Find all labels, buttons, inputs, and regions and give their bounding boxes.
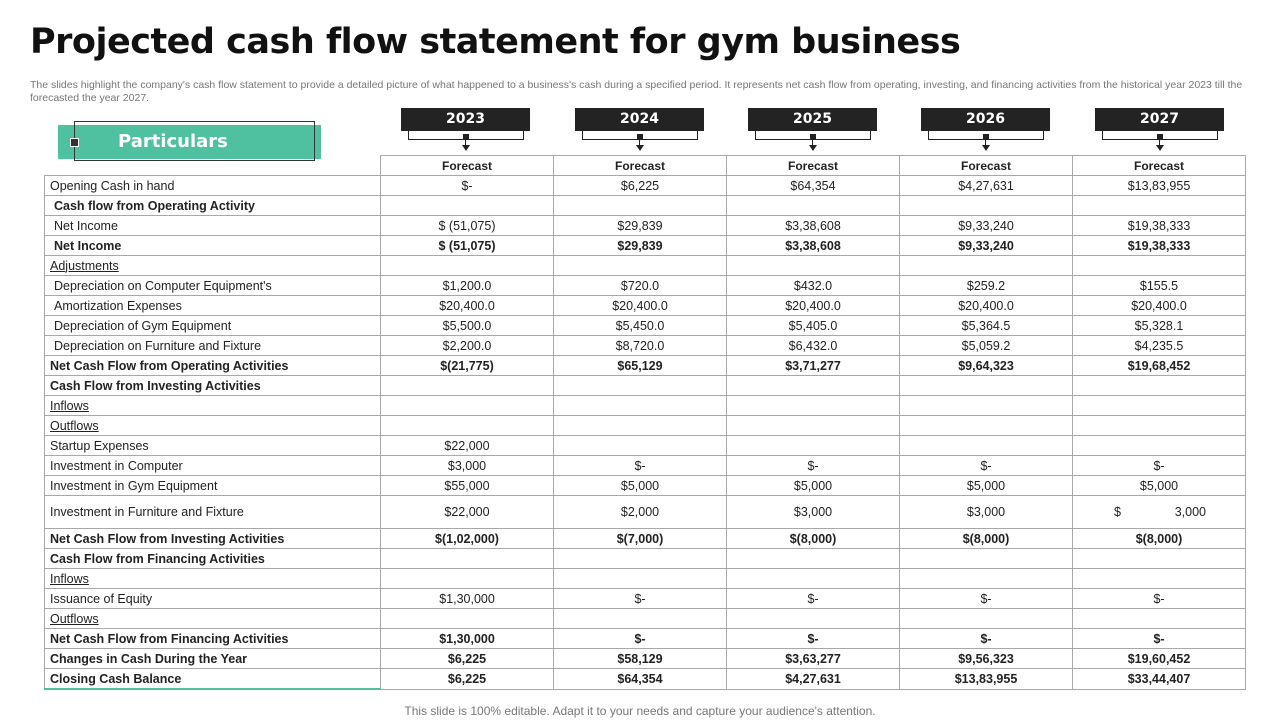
row-label: Investment in Computer xyxy=(45,456,381,476)
cell-2026: $9,33,240 xyxy=(900,216,1073,236)
row-depreciation-furniture xyxy=(45,336,1246,356)
cell-2027: $19,68,452 xyxy=(1073,356,1246,376)
cell-2026: $5,000 xyxy=(900,476,1073,496)
row-label: Changes in Cash During the Year xyxy=(45,649,381,669)
row-label: Startup Expenses xyxy=(45,436,381,456)
cell-2026: $5,364.5 xyxy=(900,316,1073,336)
forecast-header-row xyxy=(45,156,1246,176)
cell-2023 xyxy=(381,256,554,276)
cell-2027 xyxy=(1073,396,1246,416)
cell-2025 xyxy=(727,256,900,276)
cell-2027 xyxy=(1073,416,1246,436)
cell-2026: $20,400.0 xyxy=(900,296,1073,316)
cell-2026 xyxy=(900,609,1073,629)
row-net-investing xyxy=(45,529,1246,549)
row-startup-expenses xyxy=(45,436,1246,456)
cell-2025: $5,405.0 xyxy=(727,316,900,336)
cell-2025: $20,400.0 xyxy=(727,296,900,316)
slide-description: The slides highlight the company's cash flow statement to provide a detailed picture of what happened to a business's cash during a specified period. It represents net cash flow from operating, investing, and financing activities from the historical year 2023 till the forecasted the year 2027. xyxy=(30,79,1243,104)
cell-2024 xyxy=(554,376,727,396)
cell-2027 xyxy=(1073,436,1246,456)
row-label: Net Cash Flow from Financing Activities xyxy=(45,629,381,649)
cell-2024: $5,000 xyxy=(554,476,727,496)
cell-2025 xyxy=(727,376,900,396)
forecast-label: Forecast xyxy=(1073,156,1246,176)
row-issuance-equity xyxy=(45,589,1246,609)
row-label: Inflows xyxy=(45,396,381,416)
cell-2027 xyxy=(1073,376,1246,396)
cell-2024: $29,839 xyxy=(554,216,727,236)
cell-2025 xyxy=(727,416,900,436)
year-header-2027: 2027 xyxy=(1095,108,1224,131)
cell-2027 xyxy=(1073,256,1246,276)
cell-2024 xyxy=(554,256,727,276)
cell-2024: $5,450.0 xyxy=(554,316,727,336)
cell-2026: $(8,000) xyxy=(900,529,1073,549)
cell-2024: $29,839 xyxy=(554,236,727,256)
row-financing-heading xyxy=(45,549,1246,569)
cell-2023 xyxy=(381,609,554,629)
cell-2023 xyxy=(381,569,554,589)
year-connector-icon xyxy=(408,131,524,140)
row-closing-cash xyxy=(45,669,1246,690)
cell-2025: $3,38,608 xyxy=(727,216,900,236)
cell-2023 xyxy=(381,376,554,396)
cell-2026: $- xyxy=(900,629,1073,649)
cell-2026 xyxy=(900,549,1073,569)
cell-2026: $- xyxy=(900,456,1073,476)
cell-2025: $3,63,277 xyxy=(727,649,900,669)
forecast-label: Forecast xyxy=(900,156,1073,176)
cell-2027 xyxy=(1073,569,1246,589)
cell-2024 xyxy=(554,609,727,629)
cell-2023 xyxy=(381,549,554,569)
cell-2026 xyxy=(900,416,1073,436)
cell-2024: $20,400.0 xyxy=(554,296,727,316)
cell-2023: $1,200.0 xyxy=(381,276,554,296)
currency-symbol: $ xyxy=(1114,505,1121,519)
row-label: Opening Cash in hand xyxy=(45,176,381,196)
cell-2024: $- xyxy=(554,629,727,649)
cell-2023: $- xyxy=(381,176,554,196)
cell-2027: $(8,000) xyxy=(1073,529,1246,549)
cell-2024 xyxy=(554,549,727,569)
cell-2025: $- xyxy=(727,629,900,649)
row-label: Depreciation on Furniture and Fixture xyxy=(45,336,381,356)
cell-2025: $6,432.0 xyxy=(727,336,900,356)
cell-2025: $64,354 xyxy=(727,176,900,196)
year-header-2024: 2024 xyxy=(575,108,704,131)
cell-2027: $4,235.5 xyxy=(1073,336,1246,356)
cell-2023 xyxy=(381,396,554,416)
cell-2023: $3,000 xyxy=(381,456,554,476)
row-depreciation-computer xyxy=(45,276,1246,296)
row-label: Inflows xyxy=(45,569,381,589)
cell-2024 xyxy=(554,436,727,456)
cell-2023: $ (51,075) xyxy=(381,236,554,256)
cell-2026: $9,56,323 xyxy=(900,649,1073,669)
cell-amount: 3,000 xyxy=(1174,505,1206,519)
row-adjustments xyxy=(45,256,1246,276)
cell-2023: $22,000 xyxy=(381,436,554,456)
cell-2026: $- xyxy=(900,589,1073,609)
cell-2024: $65,129 xyxy=(554,356,727,376)
cell-2026 xyxy=(900,196,1073,216)
row-investment-computer xyxy=(45,456,1246,476)
cell-2024: $720.0 xyxy=(554,276,727,296)
row-net-financing xyxy=(45,629,1246,649)
cell-2025 xyxy=(727,609,900,629)
cell-2023: $6,225 xyxy=(381,669,554,690)
cell-2025: $4,27,631 xyxy=(727,669,900,690)
row-label: Depreciation of Gym Equipment xyxy=(45,316,381,336)
row-label: Cash Flow from Investing Activities xyxy=(45,376,381,396)
cell-2025: $432.0 xyxy=(727,276,900,296)
cell-2024 xyxy=(554,416,727,436)
cell-2023: $1,30,000 xyxy=(381,629,554,649)
row-amortization xyxy=(45,296,1246,316)
row-label: Net Income xyxy=(45,216,381,236)
cell-2026: $259.2 xyxy=(900,276,1073,296)
cell-2024 xyxy=(554,396,727,416)
row-label: Outflows xyxy=(45,609,381,629)
row-opening-cash xyxy=(45,176,1246,196)
row-label: Cash Flow from Financing Activities xyxy=(45,549,381,569)
row-financing-outflows xyxy=(45,609,1246,629)
row-label: Closing Cash Balance xyxy=(45,669,381,690)
cell-2027: $19,38,333 xyxy=(1073,216,1246,236)
cell-2024: $(7,000) xyxy=(554,529,727,549)
row-label: Net Income xyxy=(45,236,381,256)
cell-2023: $6,225 xyxy=(381,649,554,669)
cell-2026 xyxy=(900,396,1073,416)
cell-2024 xyxy=(554,569,727,589)
footer-note: This slide is 100% editable. Adapt it to your needs and capture your audience's attention. xyxy=(404,704,876,718)
cell-2026: $9,64,323 xyxy=(900,356,1073,376)
cell-2023: $2,200.0 xyxy=(381,336,554,356)
year-header-2023: 2023 xyxy=(401,108,530,131)
row-investing-inflows xyxy=(45,396,1246,416)
row-net-income xyxy=(45,216,1246,236)
row-label: Cash flow from Operating Activity xyxy=(45,196,381,216)
cell-2027: $5,000 xyxy=(1073,476,1246,496)
row-net-income-total xyxy=(45,236,1246,256)
cell-2026 xyxy=(900,256,1073,276)
cell-2027: $19,38,333 xyxy=(1073,236,1246,256)
cell-2027: $155.5 xyxy=(1073,276,1246,296)
cell-2024: $6,225 xyxy=(554,176,727,196)
year-header-2025: 2025 xyxy=(748,108,877,131)
cell-2027: $- xyxy=(1073,456,1246,476)
cell-2024: $- xyxy=(554,589,727,609)
cell-2025 xyxy=(727,549,900,569)
particulars-banner xyxy=(58,125,321,159)
cell-2026: $4,27,631 xyxy=(900,176,1073,196)
cell-2023: $20,400.0 xyxy=(381,296,554,316)
row-label: Issuance of Equity xyxy=(45,589,381,609)
cell-2024: $64,354 xyxy=(554,669,727,690)
cell-2025: $5,000 xyxy=(727,476,900,496)
cell-2027: $13,83,955 xyxy=(1073,176,1246,196)
cell-2024: $2,000 xyxy=(554,496,727,529)
cell-2025 xyxy=(727,569,900,589)
cell-2025 xyxy=(727,436,900,456)
cash-flow-table xyxy=(44,155,1246,690)
forecast-label: Forecast xyxy=(554,156,727,176)
cell-2027: $5,328.1 xyxy=(1073,316,1246,336)
cell-2024 xyxy=(554,196,727,216)
cell-2023: $(21,775) xyxy=(381,356,554,376)
slide-title: Projected cash flow statement for gym business xyxy=(30,22,961,62)
cell-2026: $3,000 xyxy=(900,496,1073,529)
row-label: Amortization Expenses xyxy=(45,296,381,316)
cell-2023: $55,000 xyxy=(381,476,554,496)
row-investment-furniture xyxy=(45,496,1246,529)
particulars-label: Particulars xyxy=(118,131,228,152)
cell-2027: $20,400.0 xyxy=(1073,296,1246,316)
cell-2023: $5,500.0 xyxy=(381,316,554,336)
forecast-label: Forecast xyxy=(381,156,554,176)
row-label: Adjustments xyxy=(45,256,381,276)
row-label: Investment in Gym Equipment xyxy=(45,476,381,496)
year-header-2026: 2026 xyxy=(921,108,1050,131)
cell-2027: $19,60,452 xyxy=(1073,649,1246,669)
cell-2025: $- xyxy=(727,456,900,476)
cell-2026 xyxy=(900,569,1073,589)
header-blank-cell xyxy=(45,156,381,176)
cell-2026: $5,059.2 xyxy=(900,336,1073,356)
row-investing-outflows xyxy=(45,416,1246,436)
cell-2023: $22,000 xyxy=(381,496,554,529)
cell-2027 xyxy=(1073,496,1246,529)
row-net-operating xyxy=(45,356,1246,376)
row-financing-inflows xyxy=(45,569,1246,589)
cell-2023: $ (51,075) xyxy=(381,216,554,236)
row-label: Outflows xyxy=(45,416,381,436)
year-connector-icon xyxy=(1102,131,1218,140)
cell-2024: $8,720.0 xyxy=(554,336,727,356)
cell-2023: $(1,02,000) xyxy=(381,529,554,549)
cell-2025: $(8,000) xyxy=(727,529,900,549)
cell-2025: $- xyxy=(727,589,900,609)
row-label: Net Cash Flow from Operating Activities xyxy=(45,356,381,376)
cell-2027 xyxy=(1073,549,1246,569)
cell-2026: $9,33,240 xyxy=(900,236,1073,256)
row-investing-heading xyxy=(45,376,1246,396)
row-label: Depreciation on Computer Equipment's xyxy=(45,276,381,296)
cell-2026 xyxy=(900,436,1073,456)
cell-2023 xyxy=(381,416,554,436)
cell-2027: $33,44,407 xyxy=(1073,669,1246,690)
year-connector-icon xyxy=(582,131,698,140)
row-label: Net Cash Flow from Investing Activities xyxy=(45,529,381,549)
row-investment-gym xyxy=(45,476,1246,496)
row-operating-heading xyxy=(45,196,1246,216)
cell-2025 xyxy=(727,396,900,416)
year-connector-icon xyxy=(755,131,871,140)
row-depreciation-gym xyxy=(45,316,1246,336)
cell-2027: $- xyxy=(1073,589,1246,609)
cell-2025: $3,38,608 xyxy=(727,236,900,256)
row-changes-in-cash xyxy=(45,649,1246,669)
cell-2023: $1,30,000 xyxy=(381,589,554,609)
cell-2027: $- xyxy=(1073,629,1246,649)
year-connector-icon xyxy=(928,131,1044,140)
cell-2025: $3,000 xyxy=(727,496,900,529)
bullet-square-icon xyxy=(70,138,79,147)
cell-2025 xyxy=(727,196,900,216)
cell-2026: $13,83,955 xyxy=(900,669,1073,690)
cell-2027 xyxy=(1073,609,1246,629)
forecast-label: Forecast xyxy=(727,156,900,176)
cell-2025: $3,71,277 xyxy=(727,356,900,376)
cell-2024: $58,129 xyxy=(554,649,727,669)
cell-2026 xyxy=(900,376,1073,396)
cell-2024: $- xyxy=(554,456,727,476)
cell-2023 xyxy=(381,196,554,216)
row-label: Investment in Furniture and Fixture xyxy=(45,496,381,529)
cell-2027 xyxy=(1073,196,1246,216)
